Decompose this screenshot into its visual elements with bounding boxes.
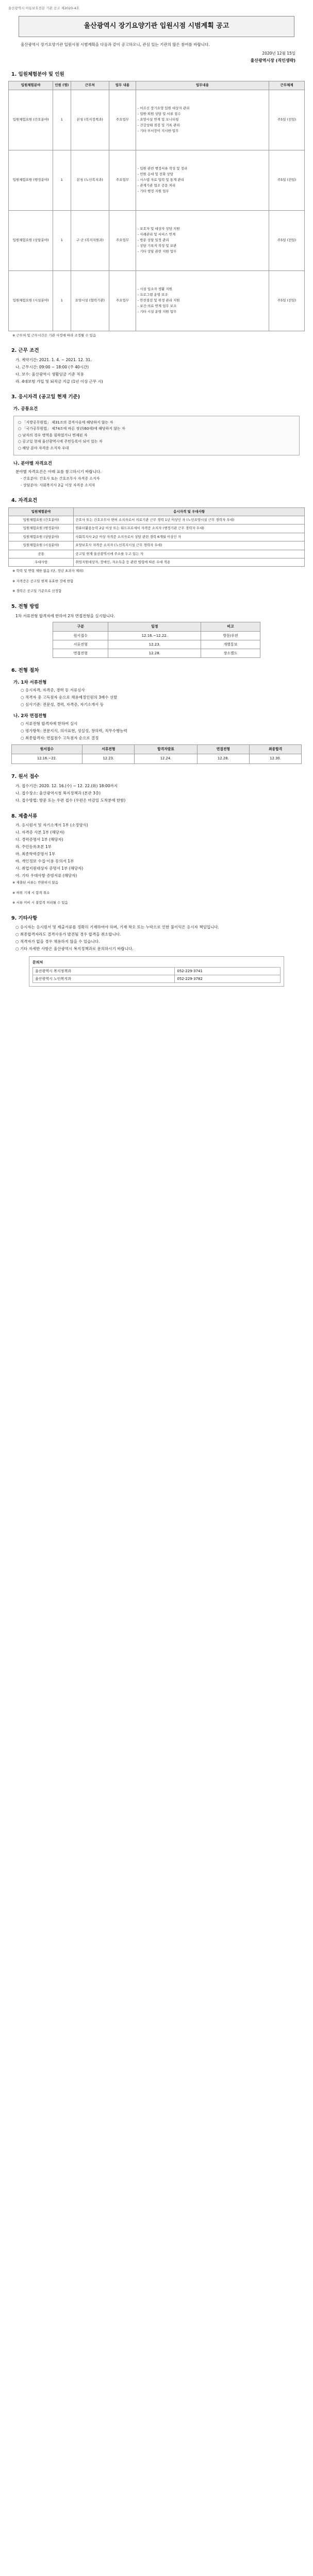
list-item: 가. 응시원서 및 자기소개서 1부 (소정양식) [15, 823, 88, 828]
cell-field: 공통 [9, 550, 74, 558]
th-text: 응시자격 및 우대사항 [74, 507, 305, 516]
list-item: ○ 최종합격자: 면접점수 고득점자 순으로 결정 [21, 735, 99, 740]
section-4-title: 4. 자격요건 [11, 497, 38, 503]
cell-text: 사회복지사 2급 이상 자격증 소지자로서 상담 관련 경력 6개월 이상인 자 [74, 533, 305, 541]
list-item: 사. 취업지원대상자 증명서 1부 (해당자) [15, 866, 84, 871]
task-line: - 입원·퇴원 상담 및 서류 접수 [137, 112, 181, 116]
contact-phone: 052-229-3741 [175, 968, 281, 975]
contact-table [32, 967, 281, 983]
contact-dept: 울산광역시 노인복지과 [33, 975, 175, 983]
table-row [9, 558, 305, 567]
list-item: 나. 자격증 사본 1부 (해당자) [15, 830, 64, 835]
flow-date: 12.30. [249, 754, 301, 764]
list-item: 나. 접수장소: 울산광역시청 복지정책과 (본관 3층) [15, 790, 101, 795]
section-2-title: 2. 근무 조건 [11, 348, 39, 354]
cell-place: 요양시설 (협력기관) [71, 270, 109, 331]
list-item: 다. 보수: 울산광역시 생활임금 기준 적용 [15, 371, 84, 377]
table-row [9, 516, 305, 524]
section-6-sub1: 가. 1차 서류전형 [13, 680, 47, 685]
task-line: - 상담 기록지 작성 및 보관 [137, 244, 177, 248]
list-item: ○ 적격자가 없을 경우 채용하지 않을 수 있습니다. [15, 939, 100, 944]
notice-number: 울산광역시 아동보호전문 기관 공고 제2020-4호 [8, 6, 80, 10]
task-line: - 프로그램 운영 보조 [137, 293, 168, 297]
task-line: - 입원 관련 행정서류 작성 및 정리 [137, 166, 188, 171]
list-item: 라. 주민등록초본 1부 [15, 844, 52, 850]
table-row [9, 210, 305, 270]
cell-field: 입원체험요원 (행정분야) [9, 524, 74, 533]
section-4-table [8, 507, 305, 567]
th-field: 입원체험분야 [9, 507, 74, 516]
list-item: ○ 기타 자세한 사항은 울산광역시 복지정책과로 문의하시기 바랍니다. [15, 946, 134, 952]
list-item: - 간호분야: 간호사 또는 간호조무사 자격증 소지자 [21, 477, 100, 481]
task-line: - 시스템 자료 입력 및 통계 관리 [137, 178, 184, 182]
list-item: - 상담분야: 사회복지사 2급 이상 자격증 소지자 [21, 483, 95, 487]
note-line: ※ 허위 기재 시 합격 취소 [12, 890, 50, 895]
table-row [53, 640, 260, 649]
document-title: 울산광역시 장기요양기관 입원시점 시범계획 공고 [19, 16, 294, 37]
th-field: 입원체험분야 [9, 81, 53, 90]
flow-step: 합격자발표 [135, 744, 197, 754]
section-9-title: 9. 기타사항 [11, 915, 38, 921]
contact-dept: 울산광역시 복지정책과 [33, 968, 175, 975]
table-row [9, 524, 305, 533]
table-row [53, 631, 260, 640]
th-note: 비고 [201, 622, 260, 631]
cell-field: 입원체험요원 (간호분야) [9, 90, 53, 150]
cell: 서류전형 [53, 640, 108, 649]
contact-box [29, 956, 284, 987]
document-page [8, 0, 305, 1003]
list-item: 마. 최종학력증명서 1부 [15, 851, 56, 856]
box-line: ○ 남자의 경우 병역을 필하였거나 면제된 자 [18, 433, 88, 437]
th-date: 일정 [108, 622, 201, 631]
cell-count: 1 [53, 270, 71, 331]
task-line: - 기타 부서장이 지시한 업무 [137, 129, 179, 133]
cell-field: 우대사항 [9, 558, 74, 567]
th-work: 근무체제 [269, 81, 305, 90]
list-item: ○ 최종합격자라도 결격사유가 발견될 경우 합격을 취소합니다. [15, 932, 121, 937]
th-place: 근무처 [71, 81, 109, 90]
cell-text: 간호사 또는 간호조무사 면허 소지자로서 의료기관 근무 경력 1년 이상인 자 (노인요양시설 근무 경력자 우대) [74, 516, 305, 524]
task-line: - 기타 상담 관련 지원 업무 [137, 249, 177, 254]
list-item: ○ 응시자는 응시원서 및 제출서류를 정확히 기재하여야 하며, 기재 착오 또는 누락으로 인한 불이익은 응시자 책임입니다. [15, 925, 219, 930]
cell: 12.23. [108, 640, 201, 649]
th-duty: 업무 내용 [109, 81, 136, 90]
cell: 12.28. [108, 649, 201, 657]
cell-field: 입원체험요원 (간호분야) [9, 516, 74, 524]
note-line: ※ 학력 및 연령 제한 없음 (단, 정년 초과자 제외) [12, 569, 84, 573]
cell-work: 주5일 (전일) [269, 210, 305, 270]
task-line: - 기타 시설 운영 지원 업무 [137, 310, 177, 314]
cell: 개별통보 [201, 640, 260, 649]
table-row [9, 90, 305, 150]
list-item: 가. 계약기간: 2021. 1. 4. ~ 2021. 12. 31. [15, 357, 92, 362]
note-line: ※ 제출된 서류는 반환하지 않음 [12, 880, 59, 885]
note-line: ※ 자격증은 공고일 현재 유효한 것에 한함 [12, 579, 74, 583]
section-5-title: 5. 전형 방법 [11, 603, 39, 609]
task-line: - 어르신 장기요양 입원 대상자 관리 [137, 106, 190, 111]
note-line: ※ 경력은 공고일 기준으로 산정함 [12, 589, 62, 594]
flow-date: 12.23. [83, 754, 135, 764]
section-6-sub2: 나. 2차 면접전형 [13, 713, 47, 719]
task-line: - 안전점검 및 위생 관리 지원 [137, 298, 180, 303]
list-item: ○ 심사기준: 전문성, 경력, 자격증, 자기소개서 등 [21, 702, 104, 707]
table-row [9, 550, 305, 558]
table-row [9, 270, 305, 331]
cell-duty: 주요업무 [109, 270, 136, 331]
cell-duty: 주요업무 [109, 210, 136, 270]
cell-field: 입원체험요원 (시설분야) [9, 541, 74, 550]
task-line: - 관계기관 협조 공문 처리 [137, 183, 176, 188]
cell-field: 입원체험요원 (행정분야) [9, 150, 53, 210]
cell-tasks [136, 90, 269, 150]
task-line: - 민원 응대 및 전화 상담 [137, 172, 173, 177]
th-tasks: 업무내용 [136, 81, 269, 90]
flow-date: 12.24. [135, 754, 197, 764]
note-line: ※ 서류 미비 시 불합격 처리될 수 있음 [12, 901, 68, 905]
cell-text: 컴퓨터활용능력 2급 이상 또는 워드프로세서 자격증 소지자 (행정기관 근무 경력자 우대) [74, 524, 305, 533]
list-item: 아. 기타 우대사항 증빙서류 (해당자) [15, 873, 77, 878]
section-5-para: 1차 서류전형 합격자에 한하여 2차 면접전형을 실시합니다. [15, 613, 115, 618]
list-item: 나. 근무시간: 09:00 ~ 18:00 (주 40시간) [15, 364, 89, 369]
flow-step: 서류전형 [83, 744, 135, 754]
table-row [11, 754, 302, 764]
section-3-title: 3. 응시자격 (공고일 현재 기준) [11, 394, 80, 400]
requirements-box [13, 416, 300, 456]
section-3-sub1: 가. 공통요건 [13, 406, 38, 412]
section-1-title: 1. 입원체험분야 및 인원 [11, 71, 64, 77]
section-3-para: 분야별 자격요건은 아래 표를 참고하시기 바랍니다. [15, 469, 102, 474]
cell-work: 주5일 (전일) [269, 270, 305, 331]
list-item: ○ 서류전형 합격자에 한하여 실시 [21, 721, 78, 726]
task-line: - 건강상태 점검 및 기록 관리 [137, 123, 180, 128]
cell-count: 1 [53, 90, 71, 150]
flow-step: 면접전형 [197, 744, 249, 754]
list-item: 가. 접수기간: 2020. 12. 16.(수) ~ 12. 22.(화) 18:00까지 [15, 784, 118, 789]
list-item: ○ 응시자격, 자격증, 경력 등 서류심사 [21, 688, 85, 693]
cell-text: 취업지원대상자, 장애인, 저소득층 등 관련 법령에 따른 우대 적용 [74, 558, 305, 567]
table-row [9, 150, 305, 210]
section-8-title: 8. 제출서류 [11, 813, 38, 819]
signature-line: 울산광역시장 (직인생략) [250, 58, 295, 63]
cell-work: 주5일 (전일) [269, 150, 305, 210]
cell-place: 본청 (노인복지과) [71, 150, 109, 210]
cell: 원서접수 [53, 631, 108, 640]
list-item: ○ 평가항목: 전문지식, 의사표현, 성실성, 창의력, 직무수행능력 [21, 728, 127, 733]
cell-field: 입원체험요원 (시설분야) [9, 270, 53, 331]
cell-count: 1 [53, 210, 71, 270]
table-row [9, 541, 305, 550]
th-step: 구분 [53, 622, 108, 631]
cell: 12.16.~12.22. [108, 631, 201, 640]
cell-tasks [136, 150, 269, 210]
section-3-sub2: 나. 분야별 자격요건 [13, 461, 52, 467]
contact-title: 문의처 [32, 960, 43, 964]
list-item: 다. 접수방법: 방문 또는 우편 접수 (우편은 마감일 도착분에 한함) [15, 798, 126, 803]
cell-tasks [136, 270, 269, 331]
table-row [9, 533, 305, 541]
cell-field: 입원체험요원 (상담분야) [9, 210, 53, 270]
section-1-table [8, 81, 305, 331]
list-item: 라. 4대보험 가입 및 퇴직금 지급 (1년 이상 근무 시) [15, 379, 103, 384]
announce-date: 2020년 12월 15일 [262, 51, 295, 56]
box-line: ○ 「지방공무원법」 제31조의 결격사유에 해당하지 않는 자 [18, 420, 113, 425]
box-line: ○ 「국가공무원법」 제74조에 따른 정년(60세)에 해당하지 않는 자 [18, 427, 125, 431]
task-line: - 보건·의료 연계 업무 보조 [137, 304, 177, 309]
box-line: ○ 해당 분야 자격증 소지자 우대 [18, 446, 69, 450]
cell: 방문/우편 [201, 631, 260, 640]
flow-step: 최종합격 [249, 744, 301, 754]
cell-place: 구·군 (복지지원과) [71, 210, 109, 270]
table-row [53, 649, 260, 657]
process-flow-table [11, 744, 302, 765]
cell-field: 입원체험요원 (상담분야) [9, 533, 74, 541]
list-item: 다. 경력증명서 1부 (해당자) [15, 837, 63, 842]
cell: 장소별도 [201, 649, 260, 657]
flow-step: 원서접수 [11, 744, 82, 754]
task-line: - 기타 행정 지원 업무 [137, 189, 169, 194]
schedule-table [53, 622, 260, 658]
flow-date: 12.28. [197, 754, 249, 764]
cell-tasks [136, 210, 269, 270]
flow-date: 12.16.~22. [11, 754, 82, 764]
table-row [33, 975, 281, 983]
cell-text: 요양보호사 자격증 소지자 (노인복지시설 근무 경력자 우대) [74, 541, 305, 550]
task-line: - 방문 상담 일정 관리 [137, 238, 169, 243]
section-1-note: ※ 근무처 및 근무시간은 기관 사정에 따라 조정될 수 있음 [12, 333, 96, 337]
lead-paragraph: 울산광역시 장기요양기관 입원시점 시범계획을 다음과 같이 공고하오니, 관심 있는 기관의 많은 참여를 바랍니다. [21, 42, 210, 47]
table-row [33, 968, 281, 975]
section-7-title: 7. 원서 접수 [11, 774, 39, 780]
cell: 면접전형 [53, 649, 108, 657]
task-line: - 시설 입소자 생활 지원 [137, 287, 172, 292]
cell-place: 본청 (복지정책과) [71, 90, 109, 150]
list-item: ○ 적격자 중 고득점자 순으로 채용예정인원의 3배수 선발 [21, 694, 118, 700]
contact-phone: 052-229-3782 [175, 975, 281, 983]
box-line: ○ 공고일 현재 울산광역시에 주민등록이 되어 있는 자 [18, 439, 103, 444]
cell-text: 공고일 현재 울산광역시에 주소를 두고 있는 자 [74, 550, 305, 558]
list-item: 바. 개인정보 수집·이용 동의서 1부 [15, 858, 74, 863]
task-line: - 사례관리 및 서비스 연계 [137, 232, 176, 237]
cell-duty: 주요업무 [109, 150, 136, 210]
cell-duty: 주요업무 [109, 90, 136, 150]
cell-work: 주5일 (전일) [269, 90, 305, 150]
th-count: 인원 (명) [53, 81, 71, 90]
task-line: - 요양시설 연계 및 모니터링 [137, 117, 179, 122]
cell-count: 1 [53, 150, 71, 210]
section-6-title: 6. 전형 절차 [11, 667, 39, 673]
task-line: - 보호자 및 대상자 상담 지원 [137, 227, 180, 231]
